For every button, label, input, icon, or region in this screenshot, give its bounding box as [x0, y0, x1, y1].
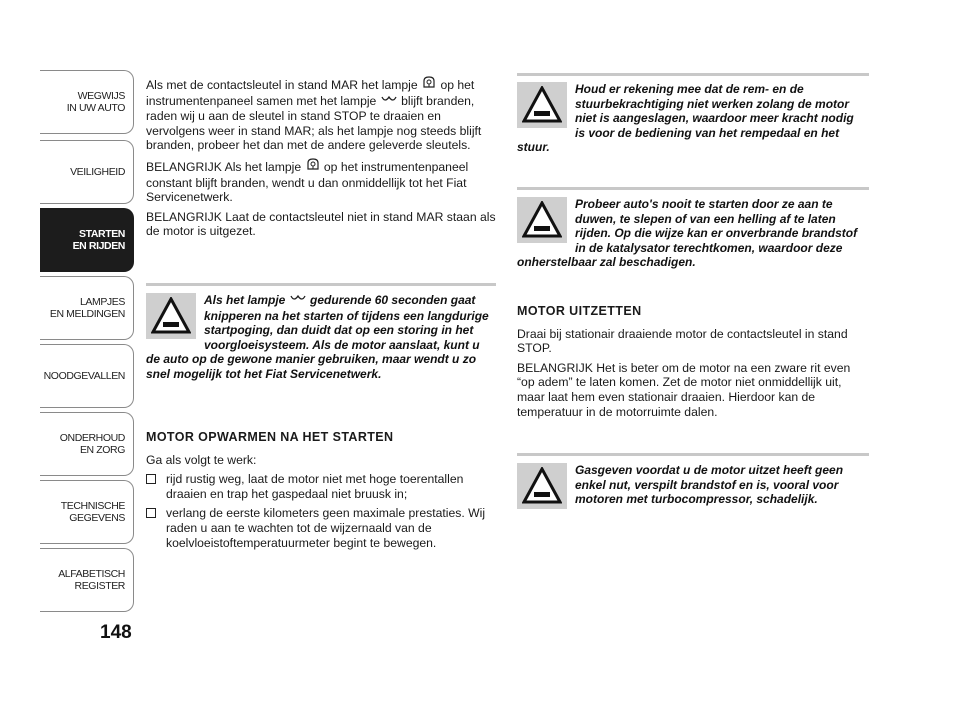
paragraph-belangrijk-3: BELANGRIJK Het is beter om de motor na een zware rit even “op adem” te laten komen. Zet de motor niet onmiddellijk uit, maar laat hem even stationair draaien. Hierdoor kan de temperatuur in de motorruimte dalen. — [517, 360, 851, 419]
tab-noodgevallen[interactable]: NOODGEVALLEN — [40, 344, 134, 408]
section-motor-opwarmen — [146, 430, 496, 555]
warning-box-brakes: Houd er rekening mee dat de rem- en de stuurbekrachtiging niet werken zolang de motor niet is aangeslagen, waardoor meer kracht nodig is voor de bediening van het rempedaal en het stuur. — [517, 82, 854, 154]
tab-wegwijs[interactable]: WEGWIJS IN UW AUTO — [40, 70, 134, 134]
divider — [517, 187, 869, 190]
section-motor-uitzetten — [517, 304, 867, 424]
tab-onderhoud-en-zorg[interactable]: ONDERHOUD EN ZORG — [40, 412, 134, 476]
paragraph-stop: Draai bij stationair draaiende motor de contactsleutel in stand STOP. — [517, 326, 848, 356]
warning-triangle-icon — [517, 463, 567, 509]
section-heading: MOTOR OPWARMEN NA HET STARTEN — [146, 430, 394, 444]
paragraph-belangrijk-1: BELANGRIJK Als het lampje op het instrumentenpaneel constant blijft branden, wendt u dan onmiddellijk tot het Fiat Servicenetwerk. — [146, 159, 469, 205]
divider — [517, 73, 869, 76]
paragraph-belangrijk-2: BELANGRIJK Laat de contactsleutel niet in stand MAR staan als de motor is uitgezet. — [146, 209, 496, 239]
checkbox-bullet-icon — [146, 508, 156, 518]
warning-box-pushstart: Probeer auto's nooit te starten door ze aan te duwen, te slepen of van een helling af te laten rijden. Op die wijze kan er onverbrande brandstof in de katalysator terechtkomen, waardoor deze onherstelbaar zal beschadigen. — [517, 197, 858, 269]
glow-plug-lamp-icon — [380, 95, 398, 110]
warning-box-turbo: Gasgeven voordat u de motor uitzet heeft geen enkel nut, verspilt brandstof en is, vooral voor motoren met turbocompressor, schadelijk. — [517, 463, 867, 511]
page-number: 148 — [100, 622, 132, 643]
left-column-text — [146, 76, 496, 244]
tab-technische-gegevens[interactable]: TECHNISCHE GEGEVENS — [40, 480, 134, 544]
glow-plug-lamp-icon — [289, 294, 307, 309]
tab-alfabetisch-register[interactable]: ALFABETISCH REGISTER — [40, 548, 134, 612]
list-item: rijd rustig weg, laat de motor niet met hoge toerentallen draaien en trap het gaspedaal niet bruusk in; — [146, 472, 496, 501]
warning-triangle-icon — [517, 82, 567, 128]
tab-veiligheid[interactable]: VEILIGHEID — [40, 140, 134, 204]
immobilizer-lamp-icon — [421, 76, 437, 94]
bullet-list — [146, 472, 496, 550]
intro-text: Ga als volgt te werk: — [146, 452, 257, 467]
paragraph-immobilizer: Als met de contactsleutel in stand MAR het lampje op het instrumentenpaneel samen met het lampje blijft branden, raden wij u aan de sleutel in stand STOP te draaien en vervolgens weer in stand MAR; als het lampje nog steeds blijft branden, probeer het dan met de andere geleverde sleutels. — [146, 78, 482, 153]
tab-lampjes-en-meldingen[interactable]: LAMPJES EN MELDINGEN — [40, 276, 134, 340]
immobilizer-lamp-icon — [305, 158, 321, 176]
warning-triangle-icon — [146, 293, 196, 339]
section-heading: MOTOR UITZETTEN — [517, 304, 642, 318]
warning-box-glowplug: Als het lampje gedurende 60 seconden gaat knipperen na het starten of tijdens een langdurige startpoging, dan duidt dat op een storing in het voorgloeisysteem. Als de motor aanslaat, kunt u de auto op de gewone manier gebruiken, maar wendt u zo snel mogelijk tot het Fiat Servicenetwerk. — [146, 293, 489, 381]
divider — [517, 453, 869, 456]
list-item: verlang de eerste kilometers geen maximale prestaties. Wij raden u aan te wachten tot de wijzernaald van de koelvloeistoftemperatuurmeter begint te bewegen. — [146, 506, 496, 550]
checkbox-bullet-icon — [146, 474, 156, 484]
warning-triangle-icon — [517, 197, 567, 243]
tab-starten-en-rijden[interactable]: STARTEN EN RIJDEN — [40, 208, 134, 272]
divider — [146, 283, 496, 286]
